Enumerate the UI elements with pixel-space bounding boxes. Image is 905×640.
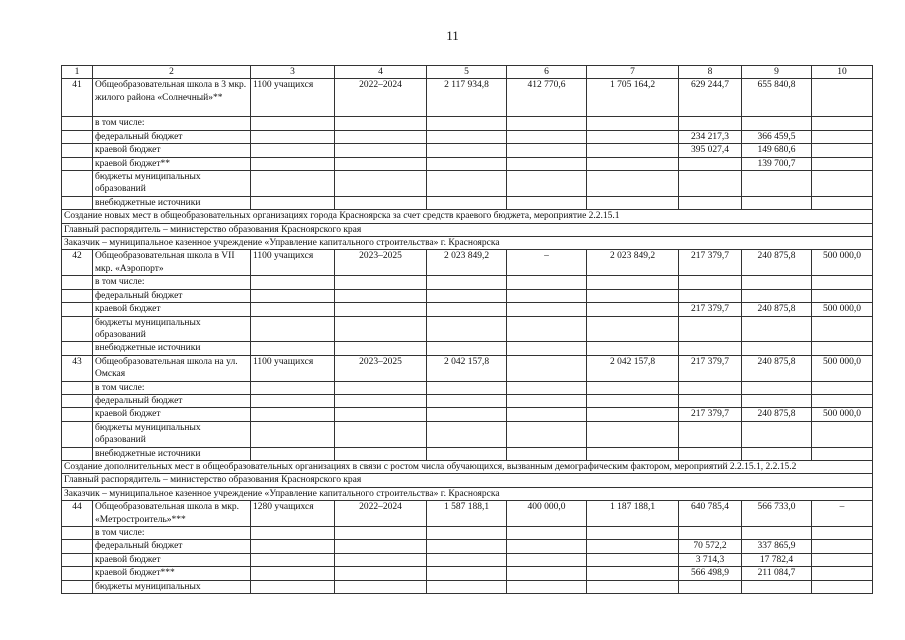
cell-col5: 2 042 157,8 [427, 355, 507, 381]
cell-col9: 149 680,6 [742, 144, 812, 157]
row-label: краевой бюджет [93, 553, 251, 566]
table-row [62, 408, 873, 421]
capacity: 1100 учащихся [251, 250, 335, 276]
table-row [62, 355, 873, 381]
section-customer: Заказчик – муниципальное казенное учреждение «Управление капитального строительства» г. Красноярска [62, 237, 873, 250]
page-number: 11 [446, 28, 459, 43]
col-number: 7 [587, 66, 679, 79]
cell-col9: 566 733,0 [742, 501, 812, 527]
cell-col8: 395 027,4 [679, 144, 742, 157]
table-row [62, 276, 873, 289]
col-number: 4 [335, 66, 427, 79]
cell-col5: 2 023 849,2 [427, 250, 507, 276]
row-label: бюджеты муниципальных образований [93, 171, 251, 197]
table-row [62, 394, 873, 407]
row-label: в том числе: [93, 527, 251, 540]
col-number: 8 [679, 66, 742, 79]
col-number: 1 [62, 66, 93, 79]
cell-col8: 234 217,3 [679, 130, 742, 143]
section-customer-row [62, 237, 873, 250]
table-row [62, 79, 873, 117]
cell-col8: 217 379,7 [679, 355, 742, 381]
cell-col5: 2 117 934,8 [427, 79, 507, 117]
section-distributor: Главный распорядитель – министерство образования Красноярского края [62, 474, 873, 487]
object-name: Общеобразовательная школа в 3 мкр. жилого района «Солнечный»** [93, 79, 251, 117]
cell-col8: 217 379,7 [679, 303, 742, 316]
col-number: 5 [427, 66, 507, 79]
capacity: 1280 учащихся [251, 501, 335, 527]
table-row [62, 421, 873, 447]
cell-col9: 366 459,5 [742, 130, 812, 143]
cell-col9: 337 865,9 [742, 540, 812, 553]
table-row [62, 447, 873, 460]
cell-col8: 217 379,7 [679, 408, 742, 421]
col-number: 3 [251, 66, 335, 79]
row-label: в том числе: [93, 381, 251, 394]
section-distributor: Главный распорядитель – министерство образования Красноярского края [62, 223, 873, 236]
section-title: Создание новых мест в общеобразовательных организациях города Красноярска за счет средств краевого бюджета, мероприятие 2.2.15.1 [62, 210, 873, 223]
budget-table [61, 65, 873, 594]
table-row [62, 289, 873, 302]
object-name: Общеобразовательная школа в мкр. «Метростроитель»*** [93, 501, 251, 527]
section-customer-row [62, 487, 873, 500]
row-label: краевой бюджет** [93, 157, 251, 170]
table-row [62, 342, 873, 355]
object-name: Общеобразовательная школа в VII мкр. «Аэропорт» [93, 250, 251, 276]
row-label: в том числе: [93, 276, 251, 289]
cell-col8: 217 379,7 [679, 250, 742, 276]
row-label: федеральный бюджет [93, 394, 251, 407]
table-row [62, 117, 873, 130]
cell-col9: 240 875,8 [742, 250, 812, 276]
section-distributor-row [62, 474, 873, 487]
table-row [62, 540, 873, 553]
cell-col10: – [812, 501, 873, 527]
table-row [62, 316, 873, 342]
cell-col6: 412 770,6 [507, 79, 587, 117]
col-number: 10 [812, 66, 873, 79]
row-label: федеральный бюджет [93, 130, 251, 143]
col-number: 2 [93, 66, 251, 79]
cell-col10: 500 000,0 [812, 355, 873, 381]
cell-col8: 3 714,3 [679, 553, 742, 566]
row-label: федеральный бюджет [93, 540, 251, 553]
row-label: краевой бюджет [93, 144, 251, 157]
period: 2023–2025 [335, 250, 427, 276]
table-row [62, 580, 873, 593]
cell-col9: 655 840,8 [742, 79, 812, 117]
col-number: 9 [742, 66, 812, 79]
column-number-row [62, 66, 873, 79]
row-label: краевой бюджет [93, 303, 251, 316]
table-row [62, 567, 873, 580]
section-distributor-row [62, 223, 873, 236]
row-label: бюджеты муниципальных [93, 580, 251, 593]
cell-col7: 1 187 188,1 [587, 501, 679, 527]
table-row [62, 303, 873, 316]
cell-col8: 566 498,9 [679, 567, 742, 580]
table-row [62, 501, 873, 527]
col-number: 6 [507, 66, 587, 79]
section-title: Создание дополнительных мест в общеобразовательных организациях в связи с ростом числа обучающихся, вызванным демографическим фактором, мероприятий 2.2.15.1, 2.2.15.2 [62, 460, 873, 473]
cell-col9: 240 875,8 [742, 355, 812, 381]
row-label: бюджеты муниципальных образований [93, 421, 251, 447]
cell-col6 [507, 355, 587, 381]
section-title-row [62, 460, 873, 473]
table-row [62, 381, 873, 394]
cell-col7: 1 705 164,2 [587, 79, 679, 117]
cell-col6: 400 000,0 [507, 501, 587, 527]
capacity: 1100 учащихся [251, 79, 335, 117]
row-label: в том числе: [93, 117, 251, 130]
cell-col8: 640 785,4 [679, 501, 742, 527]
table-row [62, 553, 873, 566]
table-row [62, 157, 873, 170]
period: 2023–2025 [335, 355, 427, 381]
cell-col10: 500 000,0 [812, 303, 873, 316]
cell-col8: 629 244,7 [679, 79, 742, 117]
cell-col9: 139 700,7 [742, 157, 812, 170]
row-label: внебюджетные источники [93, 447, 251, 460]
row-number: 42 [62, 250, 93, 276]
table-row [62, 196, 873, 209]
table-row [62, 250, 873, 276]
period: 2022–2024 [335, 79, 427, 117]
cell-col7: 2 023 849,2 [587, 250, 679, 276]
section-title-row [62, 210, 873, 223]
row-number: 41 [62, 79, 93, 117]
cell-col9: 240 875,8 [742, 408, 812, 421]
row-number: 44 [62, 501, 93, 527]
row-label: краевой бюджет [93, 408, 251, 421]
cell-col10: 500 000,0 [812, 250, 873, 276]
cell-col9: 211 084,7 [742, 567, 812, 580]
cell-col10: 500 000,0 [812, 408, 873, 421]
cell-col5: 1 587 188,1 [427, 501, 507, 527]
row-label: внебюджетные источники [93, 196, 251, 209]
cell-col8: 70 572,2 [679, 540, 742, 553]
cell-col6: – [507, 250, 587, 276]
table-row [62, 144, 873, 157]
row-label: федеральный бюджет [93, 289, 251, 302]
cell-col10 [812, 79, 873, 117]
table-row [62, 527, 873, 540]
row-label: внебюджетные источники [93, 342, 251, 355]
row-number: 43 [62, 355, 93, 381]
object-name: Общеобразовательная школа на ул. Омская [93, 355, 251, 381]
table-row [62, 130, 873, 143]
capacity: 1100 учащихся [251, 355, 335, 381]
cell-col9: 17 782,4 [742, 553, 812, 566]
table-row [62, 171, 873, 197]
period: 2022–2024 [335, 501, 427, 527]
cell-col7: 2 042 157,8 [587, 355, 679, 381]
row-label: бюджеты муниципальных образований [93, 316, 251, 342]
section-customer: Заказчик – муниципальное казенное учреждение «Управление капитального строительства» г. Красноярска [62, 487, 873, 500]
row-label: краевой бюджет*** [93, 567, 251, 580]
cell-col9: 240 875,8 [742, 303, 812, 316]
